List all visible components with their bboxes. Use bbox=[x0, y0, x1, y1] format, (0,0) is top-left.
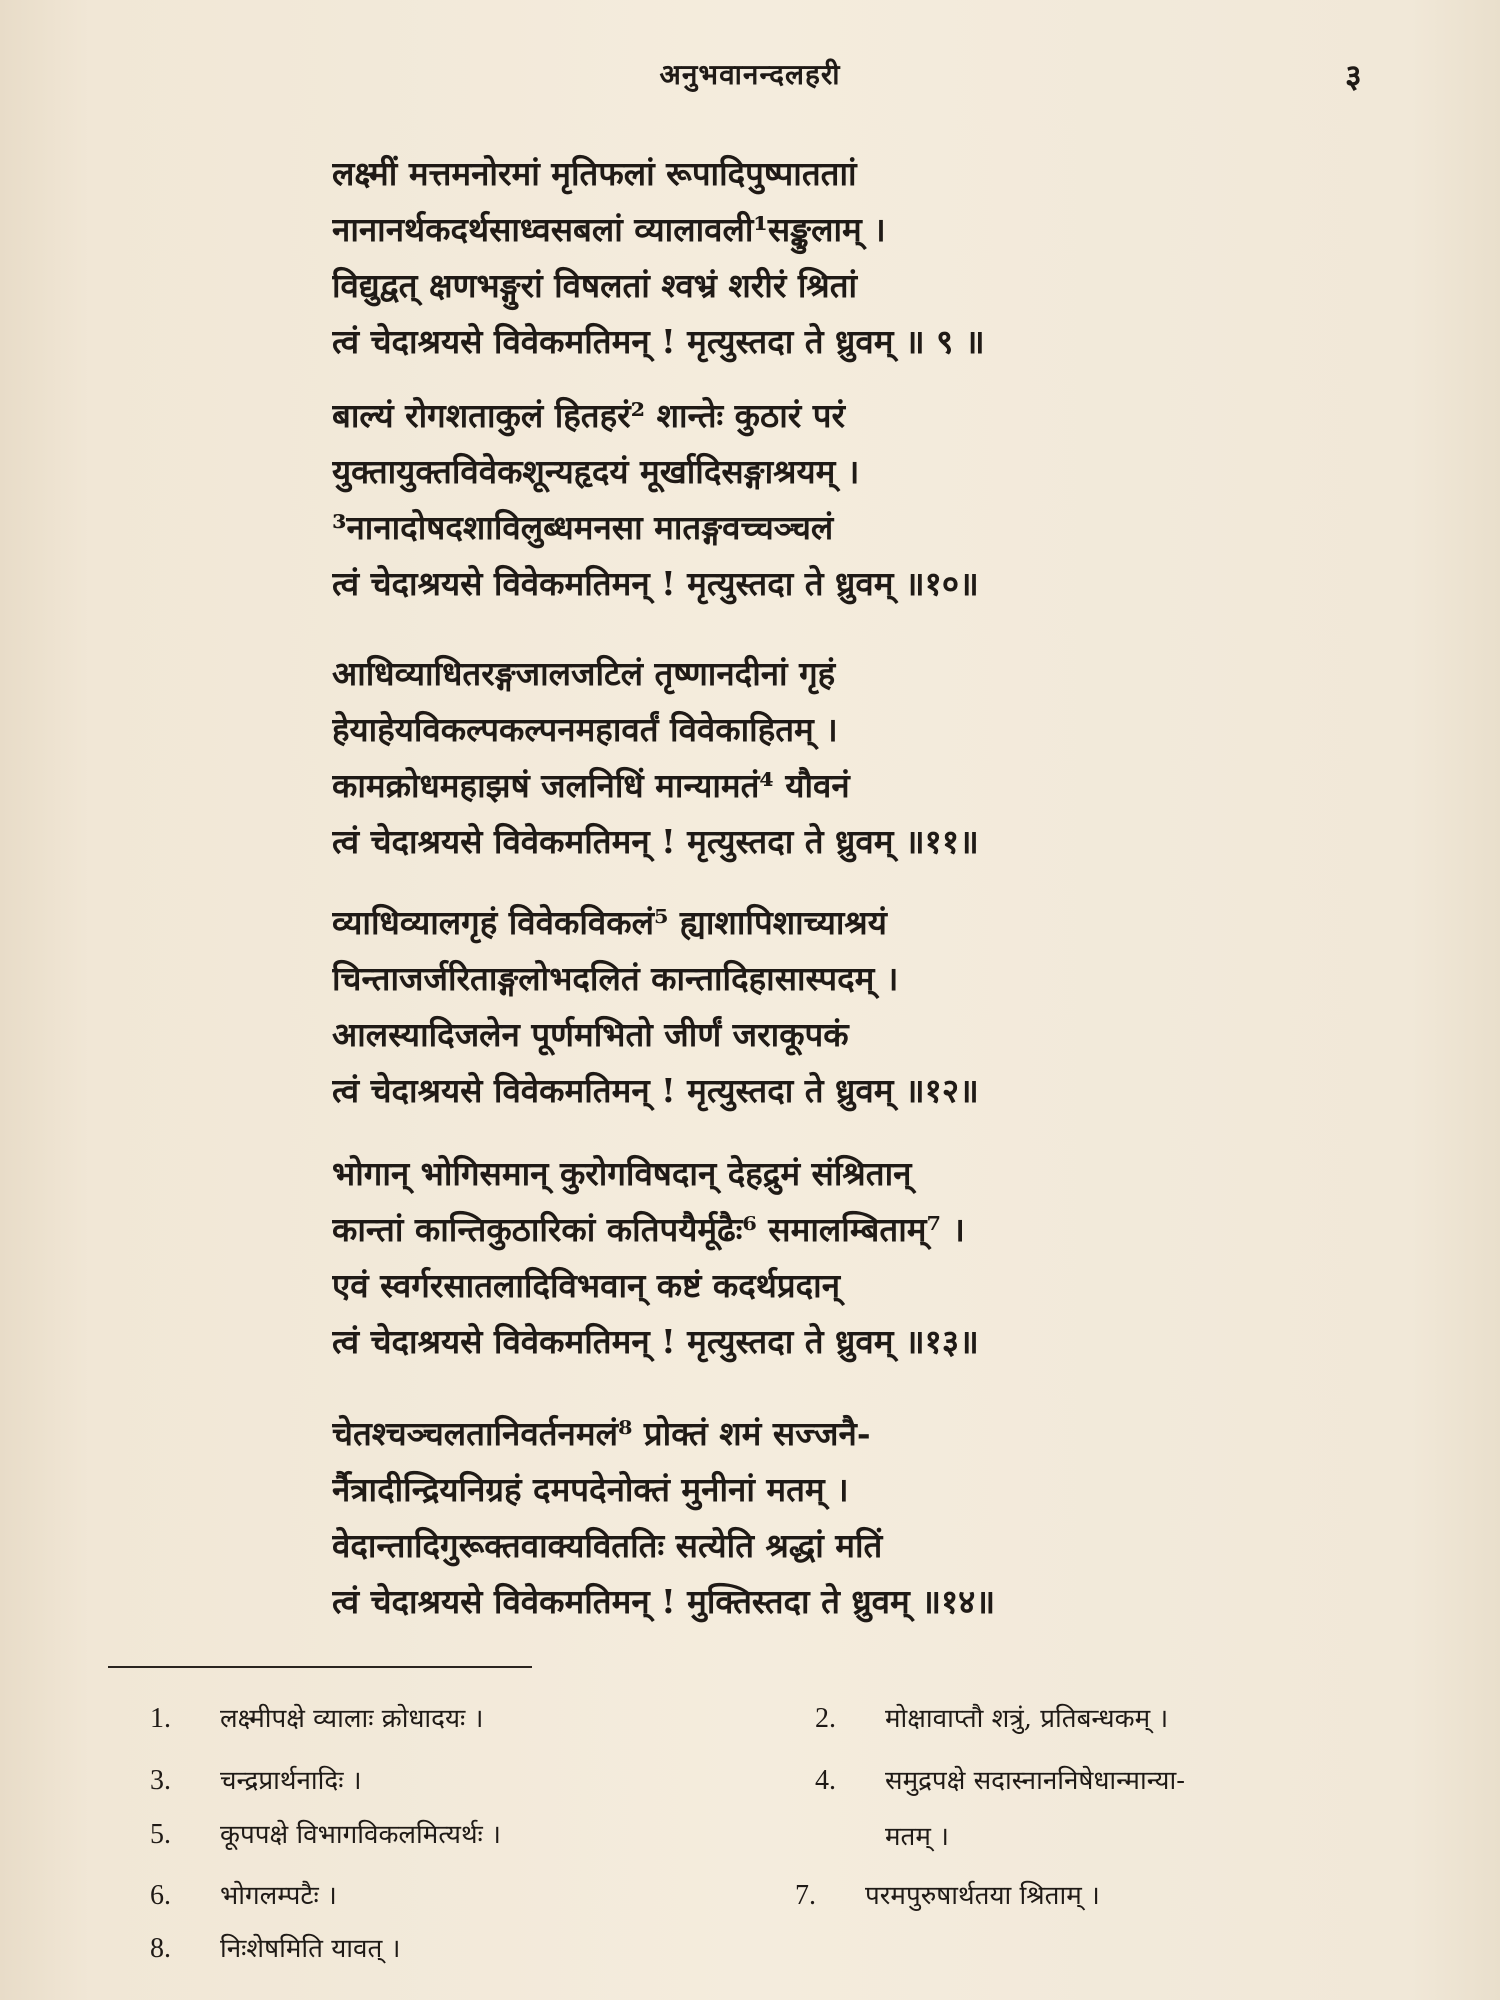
footnote-text: परमपुरुषार्थतया श्रिताम् । bbox=[865, 1881, 1100, 1911]
footnote-number: 1. bbox=[150, 1703, 171, 1734]
footnote-5 bbox=[150, 1816, 501, 1854]
verse-line: त्वं चेदाश्रयसे विवेकमतिमन् ! मृत्युस्तदा ते ध्रुवम् ॥११॥ bbox=[332, 822, 979, 861]
footnote-text: मतम् । bbox=[885, 1822, 950, 1852]
footnote-3 bbox=[150, 1762, 362, 1800]
footnote-number: 2. bbox=[815, 1703, 836, 1734]
footnote-6 bbox=[150, 1877, 337, 1915]
footnote-text: भोगलम्पटैः । bbox=[220, 1881, 337, 1911]
verse-line: हेयाहेयविकल्पकल्पनमहावर्तं विवेकाहितम् । bbox=[332, 710, 838, 749]
verse-line: चेतश्चञ्चलतानिवर्तनमलं⁸ प्रोक्तं शमं सज्जनै- bbox=[332, 1414, 871, 1453]
footnote-number: 3. bbox=[150, 1765, 171, 1796]
footnote-1 bbox=[150, 1700, 483, 1738]
footnote-number: 5. bbox=[150, 1819, 171, 1850]
footnote-2 bbox=[815, 1700, 1168, 1738]
verse-line: त्वं चेदाश्रयसे विवेकमतिमन् ! मृत्युस्तदा ते ध्रुवम् ॥१२॥ bbox=[332, 1071, 979, 1110]
verse-line: आलस्यादिजलेन पूर्णमभितो जीर्णं जराकूपकं bbox=[332, 1015, 849, 1054]
footnote-text: लक्ष्मीपक्षे व्यालाः क्रोधादयः । bbox=[220, 1704, 484, 1734]
footnote-4 bbox=[815, 1762, 1185, 1800]
footnote-text: कूपपक्षे विभागविकलमित्यर्थः । bbox=[220, 1820, 501, 1850]
verse-9 bbox=[332, 146, 1232, 370]
footnote-4-continued bbox=[815, 1818, 949, 1856]
page-number: ३ bbox=[1345, 57, 1362, 95]
verse-line: त्वं चेदाश्रयसे विवेकमतिमन् ! मृत्युस्तदा ते ध्रुवम् ॥१०॥ bbox=[332, 564, 979, 603]
verse-line: नानानर्थकदर्थसाध्वसबलां व्यालावली¹सङ्कुलाम् । bbox=[332, 210, 886, 249]
verse-line: बाल्यं रोगशताकुलं हितहरं² शान्तेः कुठारं परं bbox=[332, 396, 845, 435]
footnote-divider bbox=[108, 1666, 532, 1668]
verse-line: लक्ष्मीं मत्तमनोरमां मृतिफलां रूपादिपुष्पातताां bbox=[332, 154, 857, 193]
verse-line: कान्तां कान्तिकुठारिकां कतिपयैर्मूढैः⁶ समालम्बिताम्⁷ । bbox=[332, 1210, 965, 1249]
verse-line: त्वं चेदाश्रयसे विवेकमतिमन् ! मुक्तिस्तदा ते ध्रुवम् ॥१४॥ bbox=[332, 1582, 996, 1621]
verse-line: र्नैत्रादीन्द्रियनिग्रहं दमपदेनोक्तं मुनीनां मतम् । bbox=[332, 1470, 849, 1509]
verse-line: चिन्ताजर्जरिताङ्गलोभदलितं कान्तादिहासास्पदम् । bbox=[332, 959, 899, 998]
footnote-text: चन्द्रप्रार्थनादिः । bbox=[220, 1766, 362, 1796]
verse-12 bbox=[332, 895, 1232, 1119]
verse-13 bbox=[332, 1146, 1232, 1370]
verse-line: वेदान्तादिगुरूक्तवाक्यविततिः सत्येति श्रद्धां मतिं bbox=[332, 1526, 883, 1565]
footnote-number: 6. bbox=[150, 1880, 171, 1911]
verse-14 bbox=[332, 1406, 1232, 1630]
verse-line: त्वं चेदाश्रयसे विवेकमतिमन् ! मृत्युस्तदा ते ध्रुवम् ॥ ९ ॥ bbox=[332, 322, 985, 361]
verse-line: युक्तायुक्तविवेकशून्यहृदयं मूर्खादिसङ्गाश्रयम् । bbox=[332, 452, 860, 491]
verse-line: ³नानादोषदशाविलुब्धमनसा मातङ्गवच्चञ्चलं bbox=[332, 508, 834, 547]
verse-line: व्याधिव्यालगृहं विवेकविकलं⁵ ह्याशापिशाच्याश्रयं bbox=[332, 903, 887, 942]
verse-10 bbox=[332, 388, 1232, 612]
verse-line: एवं स्वर्गरसातलादिविभवान् कष्टं कदर्थप्रदान् bbox=[332, 1266, 841, 1305]
verse-line: कामक्रोधमहाझषं जलनिधिं मान्यामतं⁴ यौवनं bbox=[332, 766, 850, 805]
footnote-number: 7. bbox=[795, 1880, 816, 1911]
verse-line: विद्युद्वत् क्षणभङ्गुरां विषलतां श्वभ्रं शरीरं श्रितां bbox=[332, 266, 858, 305]
verse-line: त्वं चेदाश्रयसे विवेकमतिमन् ! मृत्युस्तदा ते ध्रुवम् ॥१३॥ bbox=[332, 1322, 979, 1361]
footnote-text: निःशेषमिति यावत् । bbox=[220, 1934, 401, 1964]
footnote-number: 4. bbox=[815, 1765, 836, 1796]
footnote-text: मोक्षावाप्तौ शत्रुं, प्रतिबन्धकम् । bbox=[885, 1704, 1169, 1734]
running-header-title: अनुभवानन्दलहरी bbox=[659, 58, 841, 91]
verse-line: आधिव्याधितरङ्गजालजटिलं तृष्णानदीनां गृहं bbox=[332, 654, 836, 693]
footnote-number: 8. bbox=[150, 1933, 171, 1964]
verse-line: भोगान् भोगिसमान् कुरोगविषदान् देहद्रुमं संश्रितान् bbox=[332, 1154, 912, 1193]
footnote-text: समुद्रपक्षे सदास्नाननिषेधान्मान्या- bbox=[885, 1766, 1185, 1796]
footnote-8 bbox=[150, 1930, 400, 1968]
verse-11 bbox=[332, 646, 1232, 870]
footnote-7 bbox=[795, 1877, 1100, 1915]
